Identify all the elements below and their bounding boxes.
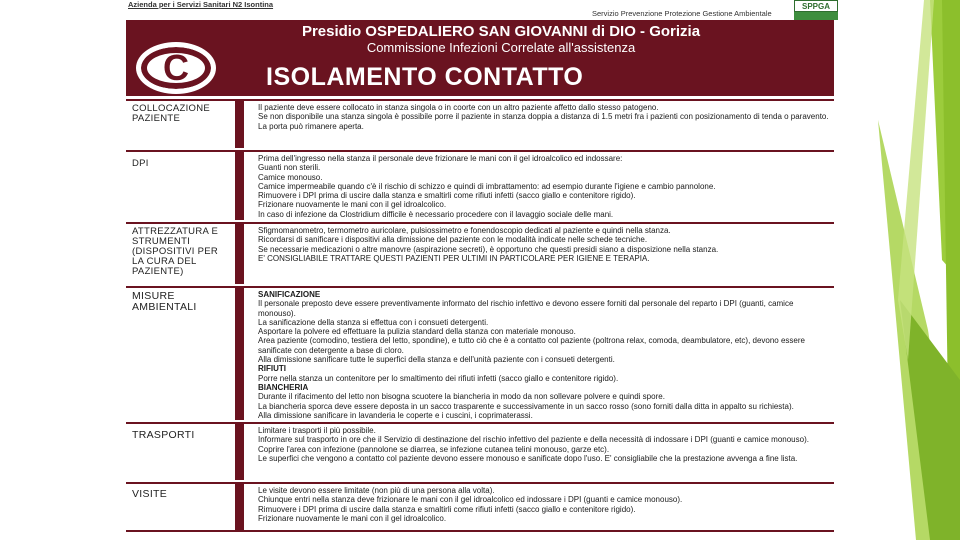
text-line: Se necessarie medicazioni o altre manovre (aspirazione secreti), è opportuno che questi presidi siano a disposizione nella stanza. [258,244,719,254]
section-label: TRASPORTI [126,424,244,480]
text-line: La sanificazione della stanza si effettua con i consueti detergenti. [258,317,489,327]
text-line: Area paziente (comodino, testiera del letto, spondine), e tutto ciò che è a contatto col paziente (poltrona relax, comoda, deambulatore, etc), devono essere sanificate con detergente a base di cloro. [258,336,805,355]
text-line: Frizionare nuovamente le mani con il gel idroalcolico. [258,513,447,523]
text-line: Il paziente deve essere collocato in stanza singola o in coorte con un altro paziente affetto dallo stesso patogeno. [258,103,659,112]
text-line: Durante il rifacimento del letto non bisogna scuotere la biancheria in modo da non sollevare polvere e quindi spore. [258,392,665,402]
subheading: BIANCHERIA [258,382,309,392]
decorative-green-shards [838,0,960,540]
subheading: RIFIUTI [258,364,286,374]
text-line: Porre nella stanza un contenitore per lo smaltimento dei rifiuti infetti (sacco giallo e contenitore rigido). [258,373,619,383]
text-line: Rimuovere i DPI prima di uscire dalla stanza e smaltirli come rifiuti infetti (sacco giallo e contenitore rigido). [258,504,636,514]
text-line: Camice impermeabile quando c'è il rischio di schizzo e quindi di imbrattamento: ad esempio durante l'igiene e cambio pannolone. [258,181,716,191]
section-dpi [126,150,834,220]
text-line: In caso di infezione da Clostridium difficile è necessario procedere con il lavaggio sociale delle mani. [258,209,614,219]
commission-subtitle: Commissione Infezioni Correlate all'assistenza [366,40,636,55]
text-line: La porta può rimanere aperta. [258,121,364,131]
isolation-procedure-document [122,0,838,534]
section-text [258,424,830,480]
logo-bar [794,12,838,20]
document-header [122,0,838,20]
text-line: La biancheria sporca deve essere deposta in un sacco trasparente e successivamente in un sacco rosso (sono forniti dalla ditta in appalto su richiesta). [258,401,794,411]
text-line: E' CONSIGLIABILE TRATTARE QUESTI PAZIENTI PER ULTIMI IN PARTICOLARE PER IGIENE E TERAPIA. [258,253,650,263]
section-misure-ambientali [126,286,834,420]
service-name: Servizio Prevenzione Protezione Gestione Ambientale [592,9,772,18]
hospital-title: Presidio OSPEDALIERO SAN GIOVANNI di DIO - Gorizia [301,23,701,40]
section-collocazione [126,99,834,148]
section-label: ATTREZZATURA E STRUMENTI (DISPOSITIVI PER LA CURA DEL PAZIENTE) [126,224,244,284]
badge-letter: C [163,47,189,88]
text-line: Alla dimissione sanificare in lavanderia le coperte e i cuscini, i coprimaterassi. [258,410,533,420]
text-line: Le visite devono essere limitate (non più di una persona alla volta). [258,486,495,495]
isolation-heading: ISOLAMENTO CONTATTO [266,63,584,91]
section-text [258,288,830,420]
text-line: Coprire l'area con infezione (pannolone se diarrea, se infezione cutanea telini monouso, garze etc). [258,444,610,454]
contact-isolation-badge [136,42,216,94]
text-line: Prima dell'ingresso nella stanza il personale deve frizionare le mani con il gel idroalcolico ed indossare: [258,154,623,163]
section-trasporti [126,422,834,480]
title-banner [126,20,834,96]
text-line: Chiunque entri nella stanza deve frizionare le mani con il gel idroalcolico ed indossare i DPI (guanti e camice monouso). [258,495,683,505]
section-text [258,152,830,220]
section-label: DPI [126,152,244,220]
section-label: MISURE AMBIENTALI [126,288,244,420]
text-line: Limitare i trasporti il più possibile. [258,426,376,435]
text-line: Le superfici che vengono a contatto col paziente devono essere monouso e sanificate dopo l'uso. E' consigliabile che la prestazione avvenga a fine lista. [258,453,798,463]
text-line: Asportare la polvere ed effettuare la pulizia standard della stanza con materiale monouso. [258,327,576,337]
text-line: Ricordarsi di sanificare i dispositivi alla dimissione del paziente con le modalità indicate nelle schede tecniche. [258,235,648,245]
text-line: Camice monouso. [258,172,323,182]
text-line: Sfigmomanometro, termometro auricolare, pulsiossimetro e fonendoscopio dedicati al paziente e quindi nella stanza. [258,226,671,235]
section-label: VISITE [126,484,244,530]
sppga-logo: SPPGA [794,0,838,12]
section-text [258,101,830,148]
text-line: Il personale preposto deve essere preventivamente informato del rischio infettivo e devono essere forniti dal personale del reparto i DPI (guanti, camice monouso). [258,299,794,318]
section-text [258,484,830,530]
section-label: COLLOCAZIONE PAZIENTE [126,101,244,148]
subheading: SANIFICAZIONE [258,290,321,299]
text-line: Se non disponibile una stanza singola è possibile porre il paziente in stanza doppia a distanza di 1.5 metri fra i pazienti con posizionamento di tenda o paravento. [258,112,829,122]
section-visite [126,482,834,532]
section-attrezzatura [126,222,834,284]
text-line: Informare sul trasporto in ore che il Servizio di destinazione del rischio infettivo del paziente e della necessità di indossare i DPI (guanti e camice monouso). [258,435,809,445]
org-name: Azienda per i Servizi Sanitari N2 Isontina [128,0,274,9]
section-text [258,224,830,284]
text-line: Rimuovere i DPI prima di uscire dalla stanza e smaltirli come rifiuti infetti (sacco giallo e contenitore rigido). [258,191,636,201]
text-line: Frizionare nuovamente le mani con il gel idroalcolico. [258,200,447,210]
text-line: Guanti non sterili. [258,163,321,173]
text-line: Alla dimissione sanificare tutte le superfici della stanza e dell'unità paziente con i consueti detergenti. [258,355,615,365]
